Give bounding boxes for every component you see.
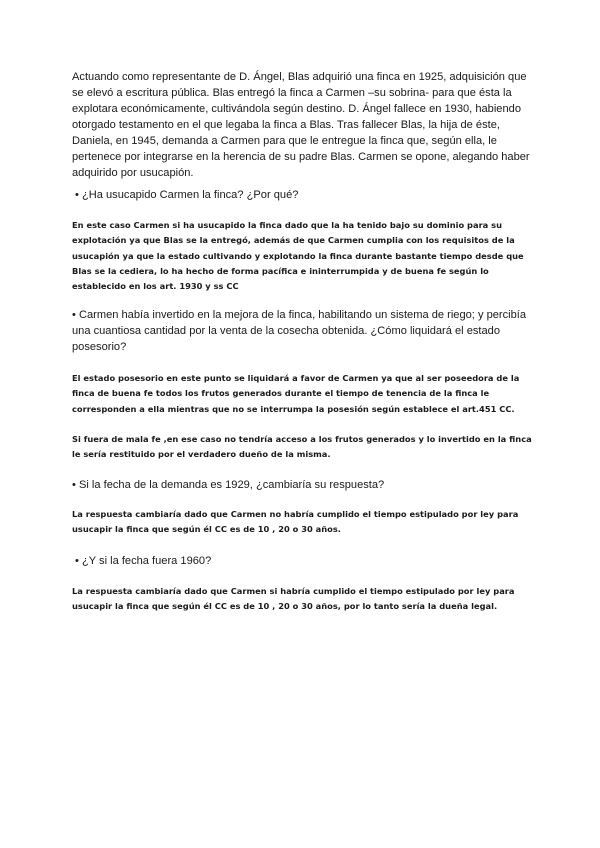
case-statement [72, 69, 534, 181]
question-3: • Si la fecha de la demanda es 1929, ¿cambiaría su respuesta? [72, 479, 385, 491]
answer-2: El estado posesorio en este punto se liquidará a favor de Carmen ya que al ser poseedora de la finca de buena fe todos los frutos generados durante el tiempo de tenencia de la finca le corresponden a ella mientras que no se interrumpa la posesión según establece el art.451 CC. [72, 373, 520, 414]
answer-3: La respuesta cambiaría dado que Carmen no habría cumplido el tiempo estipulado por ley para usucapir la finca que según él CC es de 10 , 20 o 30 años. [72, 509, 519, 535]
answer-4: La respuesta cambiaría dado que Carmen si habría cumplido el tiempo estipulado por ley para usucapir la finca que según él CC es de 10 , 20 o 30 años, por lo tanto sería la dueña legal. [72, 586, 515, 612]
answer-1: En este caso Carmen si ha usucapido la finca dado que la ha tenido bajo su dominio para su explotación ya que Blas se la entregó, además de que Carmen cumplia con los requisitos de la usucapión ya que la estado cultivando y explotando la finca durante bastante tiempo desde que Blas se la cediera, lo ha hecho de forma pacífica e ininterrumpida y de buena fe según lo establecido en los art. 1930 y ss CC [72, 220, 524, 292]
answer-2-followup: Si fuera de mala fe ,en ese caso no tendría acceso a los frutos generados y lo invertido en la finca le sería restituido por el verdadero dueño de la misma. [72, 434, 532, 460]
question-2: • Carmen había invertido en la mejora de la finca, habilitando un sistema de riego; y percibía una cuantiosa cantidad por la venta de la cosecha obtenida. ¿Cómo liquidará el estado posesorio? [72, 309, 527, 353]
case-statement-text: Actuando como representante de D. Ángel, Blas adquirió una finca en 1925, adquisición que se elevó a escritura pública. Blas entregó la finca a Carmen –su sobrina- para que ésta la explotara económicamente, cultivándola según destino. D. Ángel fallece en 1930, habiendo otorgado testamento en el que legaba la finca a Blas. Tras fallecer Blas, la hija de éste, Daniela, en 1945, demanda a Carmen para que le entregue la finca que, según ella, le pertenece por integrarse en la herencia de su padre Blas. Carmen se opone, alegando haber adquirido por usucapión. [72, 71, 530, 179]
question-4: • ¿Y si la fecha fuera 1960? [75, 555, 212, 567]
question-1: • ¿Ha usucapido Carmen la finca? ¿Por qué? [75, 189, 299, 201]
